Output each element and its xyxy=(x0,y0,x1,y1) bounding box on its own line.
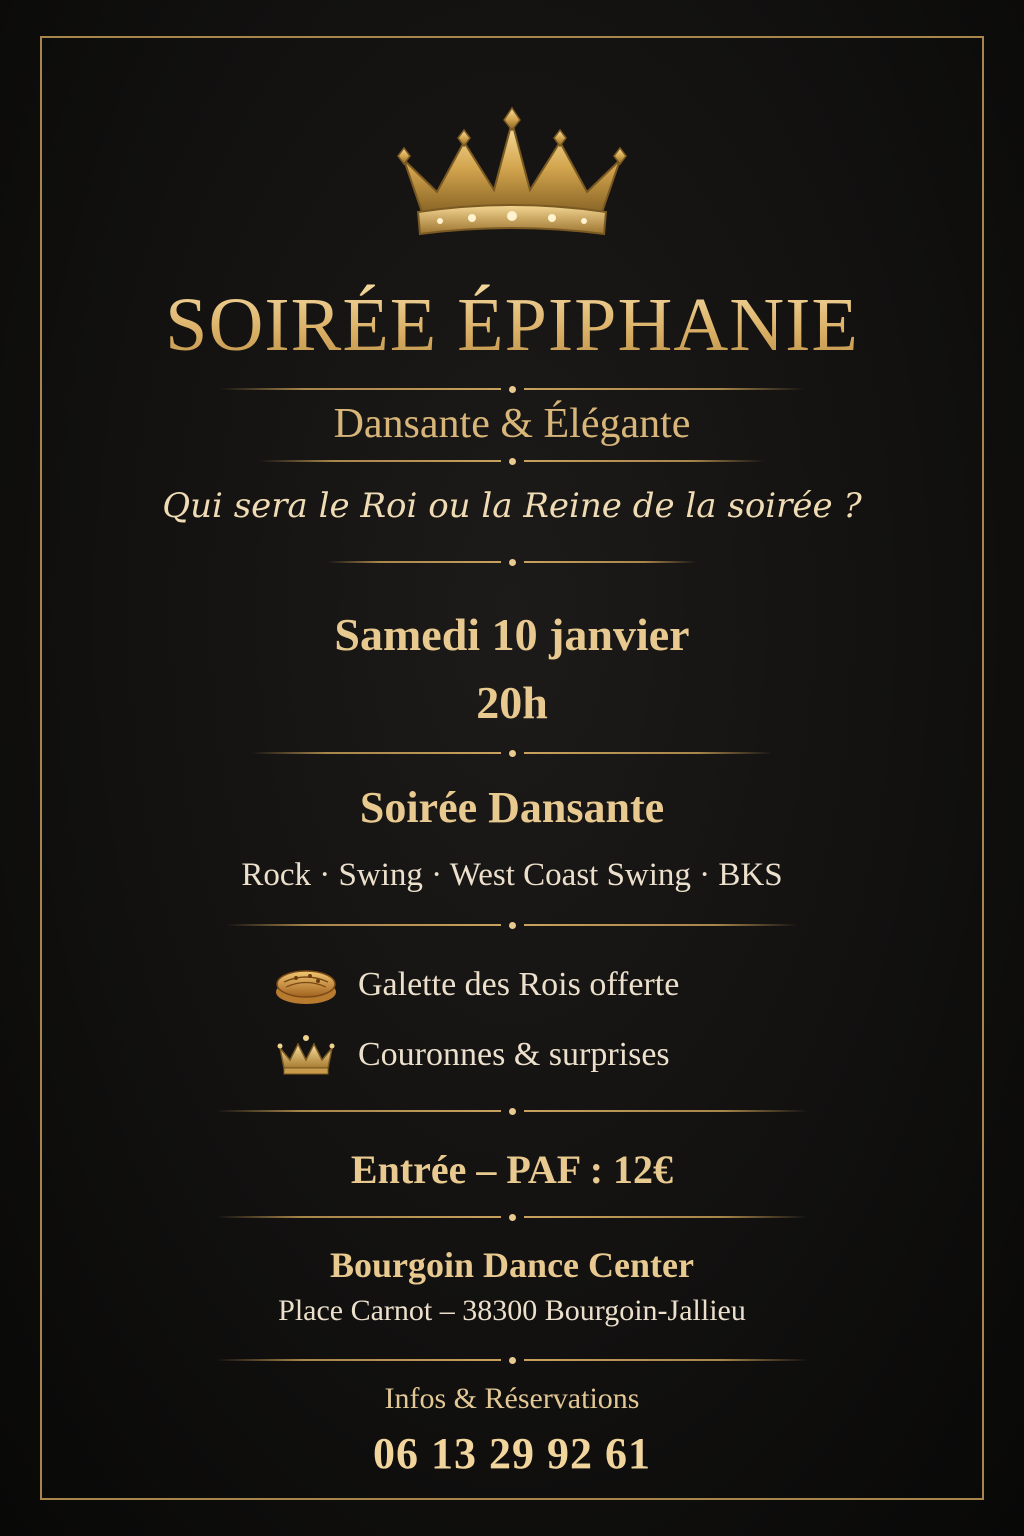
entry-price: Entrée – PAF : 12€ xyxy=(350,1147,674,1192)
dance-section-title: Soirée Dansante xyxy=(359,783,665,832)
event-tagline: Qui sera le Roi ou la Reine de la soirée ? xyxy=(162,486,862,526)
perk-crowns-text: Couronnes & surprises xyxy=(358,1036,670,1073)
event-subtitle: Dansante & Élégante xyxy=(333,401,691,447)
galette-icon xyxy=(272,961,340,1009)
event-time: 20h xyxy=(476,677,548,728)
venue-name: Bourgoin Dance Center xyxy=(330,1245,694,1285)
ornament-divider xyxy=(220,384,804,394)
ornament-divider xyxy=(216,1106,808,1116)
ornament-divider xyxy=(216,1212,808,1222)
small-crown-icon xyxy=(272,1031,340,1079)
perk-crowns xyxy=(272,1030,670,1080)
ornament-divider xyxy=(260,456,764,466)
ornament-divider xyxy=(226,920,798,930)
ornament-divider xyxy=(216,1355,808,1365)
perk-galette-text: Galette des Rois offerte xyxy=(358,966,680,1003)
ornament-divider xyxy=(252,748,772,758)
venue-address: Place Carnot – 38300 Bourgoin-Jallieu xyxy=(278,1294,746,1327)
phone-number: 06 13 29 92 61 xyxy=(373,1429,651,1478)
event-date: Samedi 10 janvier xyxy=(334,609,690,660)
ornament-divider xyxy=(328,557,696,567)
infos-label: Infos & Réservations xyxy=(384,1382,640,1415)
dance-styles-list: Rock · Swing · West Coast Swing · BKS xyxy=(241,857,783,893)
perk-galette xyxy=(272,960,679,1010)
event-title: SOIRÉE ÉPIPHANIE xyxy=(0,282,1024,369)
crown-icon xyxy=(0,100,1024,250)
